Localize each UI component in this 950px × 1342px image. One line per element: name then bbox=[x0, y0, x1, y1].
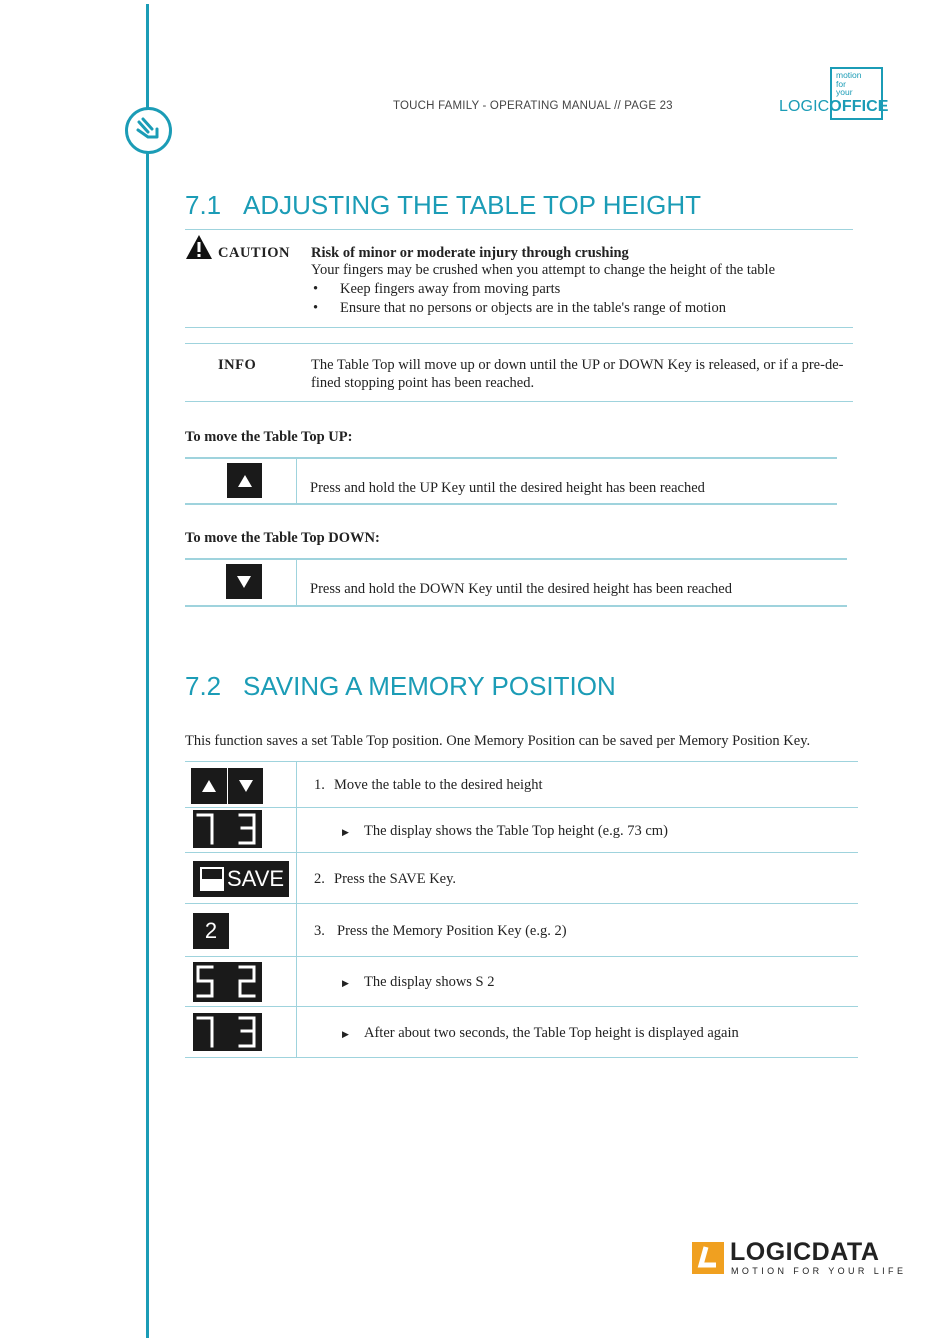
divider bbox=[185, 761, 858, 762]
info-text-line2: fined stopping point has been reached. bbox=[311, 375, 535, 391]
save-key-label: SAVE bbox=[227, 866, 285, 891]
step-text: Press the Memory Position Key (e.g. 2) bbox=[337, 923, 567, 939]
caution-bullet: Keep fingers away from moving parts bbox=[340, 281, 561, 297]
save-key-icon bbox=[193, 861, 289, 897]
logo-tagline-line: your bbox=[836, 87, 853, 97]
step-number: 2. bbox=[314, 871, 325, 887]
logicdata-logo-icon bbox=[692, 1242, 724, 1279]
section-title: ADJUSTING THE TABLE TOP HEIGHT bbox=[243, 190, 701, 220]
divider bbox=[185, 903, 858, 904]
brand-slogan: MOTION FOR YOUR LIFE bbox=[731, 1266, 907, 1276]
logo-word-logic: LOGIC bbox=[779, 98, 830, 115]
section-number: 7.2 bbox=[185, 671, 222, 701]
section-number: 7.1 bbox=[185, 190, 222, 220]
caution-title: Risk of minor or moderate injury through crushing bbox=[311, 245, 629, 261]
step-text: Move the table to the desired height bbox=[334, 777, 543, 793]
display-s2-icon bbox=[193, 962, 262, 1002]
up-key-icon bbox=[191, 768, 227, 804]
up-instruction: Press and hold the UP Key until the desired height has been reached bbox=[310, 480, 705, 496]
result-arrow-icon: ▶ bbox=[342, 1029, 349, 1039]
step-number: 1. bbox=[314, 777, 325, 793]
step-text: Press the SAVE Key. bbox=[334, 871, 457, 887]
divider bbox=[185, 503, 837, 505]
logo-tagline-line: for bbox=[836, 78, 846, 89]
info-text-line1: The Table Top will move up or down until the UP or DOWN Key is released, or if a pre-de- bbox=[311, 357, 844, 373]
column-divider bbox=[296, 559, 297, 606]
divider bbox=[185, 605, 847, 607]
logo-tagline bbox=[836, 71, 862, 97]
margin-line bbox=[146, 4, 149, 1338]
down-heading: To move the Table Top DOWN: bbox=[185, 530, 380, 546]
logo-wordmark bbox=[779, 98, 889, 116]
divider bbox=[185, 956, 858, 957]
up-heading: To move the Table Top UP: bbox=[185, 429, 353, 445]
logo-tagline-line: motion bbox=[836, 70, 862, 80]
down-key-icon bbox=[228, 768, 263, 804]
step-text: After about two seconds, the Table Top height is displayed again bbox=[364, 1025, 739, 1041]
caution-text: Your fingers may be crushed when you attempt to change the height of the table bbox=[311, 262, 776, 278]
column-divider bbox=[296, 458, 297, 504]
divider bbox=[185, 401, 853, 402]
logo-word-office: OFFICE bbox=[829, 98, 889, 115]
down-instruction: Press and hold the DOWN Key until the desired height has been reached bbox=[310, 581, 732, 597]
warning-icon bbox=[185, 234, 213, 265]
caution-bullet: Ensure that no persons or objects are in the table's range of motion bbox=[340, 300, 726, 316]
result-arrow-icon: ▶ bbox=[342, 827, 349, 837]
hand-icon bbox=[125, 107, 172, 154]
divider bbox=[185, 327, 853, 328]
step-text: The display shows S 2 bbox=[364, 974, 495, 990]
divider bbox=[185, 1006, 858, 1007]
divider bbox=[185, 1057, 858, 1058]
divider bbox=[185, 558, 847, 560]
up-key-icon bbox=[227, 463, 262, 498]
divider bbox=[185, 343, 853, 344]
info-label: INFO bbox=[218, 357, 257, 373]
section-title: SAVING A MEMORY POSITION bbox=[243, 671, 616, 701]
divider bbox=[185, 457, 837, 459]
section-intro: This function saves a set Table Top position. One Memory Position can be saved per Memory Position Key. bbox=[185, 733, 811, 749]
divider bbox=[185, 852, 858, 853]
divider bbox=[185, 807, 858, 808]
result-arrow-icon: ▶ bbox=[342, 978, 349, 988]
memory-key-2-icon: 2 bbox=[193, 913, 229, 949]
bullet-icon: • bbox=[313, 300, 319, 316]
step-text: The display shows the Table Top height (e.g. 73 cm) bbox=[364, 823, 668, 839]
bullet-icon: • bbox=[313, 281, 319, 297]
manual-title: TOUCH FAMILY - OPERATING MANUAL // PAGE 23 bbox=[393, 100, 673, 112]
display-73-icon bbox=[193, 1013, 262, 1051]
display-73-icon bbox=[193, 810, 262, 848]
divider bbox=[185, 229, 853, 230]
step-number: 3. bbox=[314, 923, 325, 939]
caution-label: CAUTION bbox=[218, 245, 290, 261]
down-key-icon bbox=[226, 564, 262, 599]
brand-name: LOGICDATA bbox=[730, 1238, 880, 1266]
